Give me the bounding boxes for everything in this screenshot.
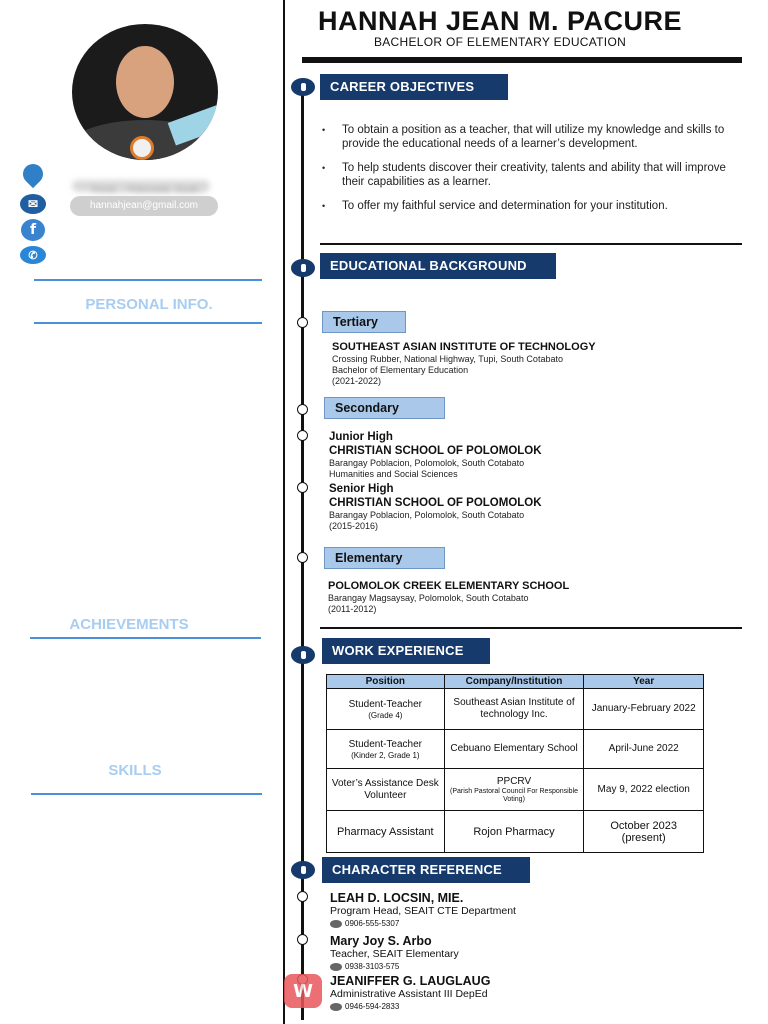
education-heading: EDUCATIONAL BACKGROUND bbox=[320, 253, 556, 279]
reference-phone: 0938-3103-575 bbox=[330, 961, 630, 973]
elementary-tag: Elementary bbox=[324, 547, 445, 569]
character-reference-heading: CHARACTER REFERENCE bbox=[322, 857, 530, 883]
phone-icon bbox=[330, 963, 342, 971]
school-name: CHRISTIAN SCHOOL OF POLOMOLOK bbox=[329, 445, 542, 457]
school-address: Crossing Rubber, National Highway, Tupi, South Cotabato bbox=[332, 354, 563, 364]
reference-phone: 0906-555-5307 bbox=[330, 918, 630, 930]
reference-item bbox=[330, 934, 630, 973]
work-experience-heading: WORK EXPERIENCE bbox=[322, 638, 490, 664]
email-text[interactable]: hannahjean@gmail.com bbox=[70, 196, 218, 216]
wps-watermark-icon: W bbox=[284, 974, 322, 1008]
career-objectives-heading: CAREER OBJECTIVES bbox=[320, 74, 508, 100]
reference-name: JEANIFFER G. LAUGLAUG bbox=[330, 974, 491, 988]
column-header: Year bbox=[584, 675, 704, 689]
reference-title: Teacher, SEAIT Elementary bbox=[330, 948, 459, 960]
position-cell: Voter’s Assistance Desk Volunteer bbox=[327, 769, 445, 811]
course: Bachelor of Elementary Education bbox=[332, 365, 469, 375]
years: (2021-2022) bbox=[332, 376, 382, 386]
address-text: Purok..., Polomolok, South... bbox=[72, 180, 210, 192]
senior-high-entry bbox=[329, 482, 729, 532]
table-row bbox=[327, 689, 704, 730]
table-row bbox=[327, 811, 704, 853]
timeline-dot bbox=[297, 934, 308, 945]
years: (2015-2016) bbox=[329, 521, 379, 531]
phone-icon: ✆ bbox=[20, 245, 46, 265]
achievements-heading: ACHIEVEMENTS bbox=[69, 616, 189, 633]
school-address: Barangay Magsaysay, Polomolok, South Cotabato bbox=[328, 593, 529, 603]
list-item: • To obtain a position as a teacher, that will utilize my knowledge and skills to provide the educational needs of a learner’s development. bbox=[322, 123, 727, 151]
level-label: Junior High bbox=[329, 431, 393, 443]
divider bbox=[34, 279, 262, 281]
timeline-dot bbox=[297, 552, 308, 563]
timeline-dot bbox=[297, 430, 308, 441]
column-header: Position bbox=[327, 675, 445, 689]
skills-heading: SKILLS bbox=[108, 762, 162, 779]
school-name: SOUTHEAST ASIAN INSTITUTE OF TECHNOLOGY bbox=[332, 341, 596, 353]
timeline-dot bbox=[297, 404, 308, 415]
elementary-entry bbox=[328, 580, 728, 615]
phone-icon bbox=[330, 1003, 342, 1011]
reference-title: Administrative Assistant III DepEd bbox=[330, 988, 488, 1000]
reference-phone: 0946-594-2833 bbox=[330, 1001, 630, 1013]
list-item: • To help students discover their creativity, talents and ability that will improve their capabilities as a learner. bbox=[322, 161, 727, 189]
reference-name: Mary Joy S. Arbo bbox=[330, 934, 432, 948]
mail-icon: ✉ bbox=[20, 194, 46, 214]
profile-photo bbox=[72, 24, 218, 160]
degree-subtitle: BACHELOR OF ELEMENTARY EDUCATION bbox=[373, 35, 627, 49]
tertiary-entry bbox=[332, 341, 732, 387]
year-cell: January-February 2022 bbox=[584, 689, 704, 730]
divider bbox=[30, 637, 261, 639]
timeline-node bbox=[291, 78, 315, 96]
year-cell: April-June 2022 bbox=[584, 730, 704, 769]
facebook-icon[interactable]: f bbox=[20, 220, 46, 240]
timeline-dot bbox=[297, 317, 308, 328]
strand: Humanities and Social Sciences bbox=[329, 469, 458, 479]
objectives-list bbox=[322, 123, 727, 223]
table-header-row bbox=[327, 675, 704, 689]
personal-info-heading: PERSONAL INFO. bbox=[85, 296, 213, 313]
junior-high-entry bbox=[329, 430, 729, 480]
header-rule bbox=[302, 57, 742, 63]
reference-item bbox=[330, 974, 630, 1013]
location-pin-icon bbox=[20, 164, 46, 184]
year-cell: October 2023 (present) bbox=[584, 811, 704, 853]
divider bbox=[34, 322, 262, 324]
photo-face bbox=[116, 46, 174, 118]
page-title: HANNAH JEAN M. PACURE bbox=[317, 6, 683, 36]
divider bbox=[31, 793, 262, 795]
column-header: Company/Institution bbox=[444, 675, 584, 689]
position-cell: Pharmacy Assistant bbox=[327, 811, 445, 853]
school-address: Barangay Poblacion, Polomolok, South Cotabato bbox=[329, 510, 525, 520]
timeline-dot bbox=[297, 482, 308, 493]
timeline-node bbox=[291, 646, 315, 664]
timeline-dot bbox=[297, 891, 308, 902]
position-cell: Student-Teacher (Grade 4) bbox=[327, 689, 445, 730]
years: (2011-2012) bbox=[328, 604, 377, 614]
company-cell: Cebuano Elementary School bbox=[444, 730, 584, 769]
school-address: Barangay Poblacion, Polomolok, South Cotabato bbox=[329, 458, 525, 468]
company-cell: Rojon Pharmacy bbox=[444, 811, 584, 853]
work-table bbox=[326, 674, 704, 853]
timeline-node bbox=[291, 259, 315, 277]
timeline-node bbox=[291, 861, 315, 879]
tertiary-tag: Tertiary bbox=[322, 311, 406, 333]
year-cell: May 9, 2022 election bbox=[584, 769, 704, 811]
position-cell: Student-Teacher (Kinder 2, Grade 1) bbox=[327, 730, 445, 769]
school-name: POLOMOLOK CREEK ELEMENTARY SCHOOL bbox=[328, 580, 570, 592]
company-cell: Southeast Asian Institute of technology Inc. bbox=[444, 689, 584, 730]
section-rule bbox=[320, 627, 742, 629]
company-cell: PPCRV (Parish Pastoral Council For Responsible Voting) bbox=[444, 769, 584, 811]
table-row bbox=[327, 730, 704, 769]
photo-seal bbox=[130, 136, 154, 160]
list-item: • To offer my faithful service and determination for your institution. bbox=[322, 199, 727, 213]
level-label: Senior High bbox=[329, 483, 394, 495]
table-row bbox=[327, 769, 704, 811]
reference-item bbox=[330, 891, 630, 930]
section-rule bbox=[320, 243, 742, 245]
reference-title: Program Head, SEAIT CTE Department bbox=[330, 905, 516, 917]
column-divider bbox=[283, 0, 285, 1024]
reference-name: LEAH D. LOCSIN, MIE. bbox=[330, 891, 464, 905]
phone-icon bbox=[330, 920, 342, 928]
secondary-tag: Secondary bbox=[324, 397, 445, 419]
school-name: CHRISTIAN SCHOOL OF POLOMOLOK bbox=[329, 497, 542, 509]
